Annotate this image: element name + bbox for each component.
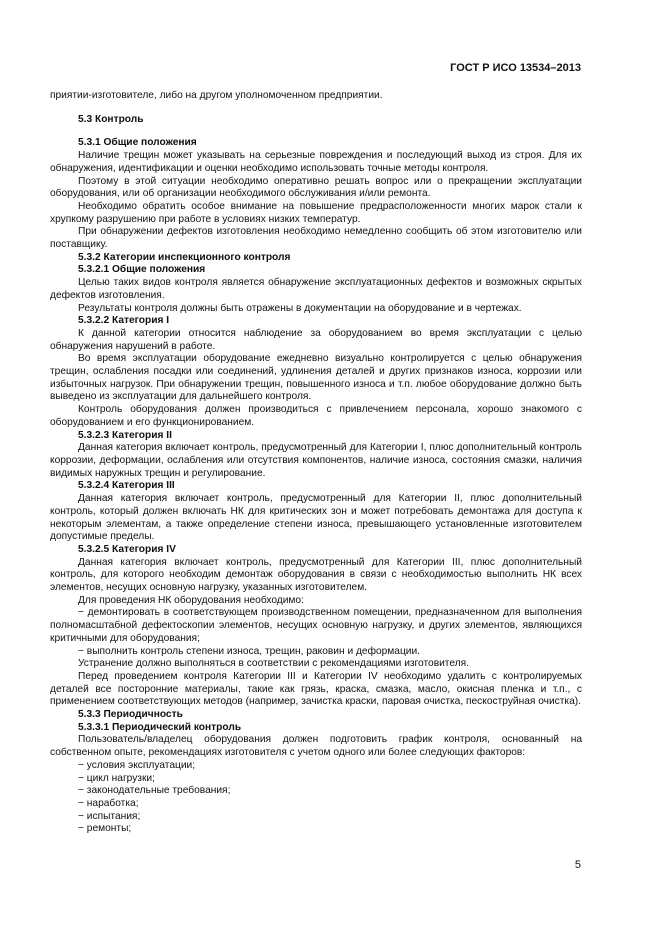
list-item: − наработка; [78,797,139,809]
paragraph: Целью таких видов контроля является обнаружение эксплуатационных дефектов и возможных скрытых дефектов изготовления. [50,277,582,301]
paragraph: Наличие трещин может указывать на серьезные повреждения и последующий выход из строя. Для их обнаружения, идентификации и оценки необходимо использовать точные методы контроля. [50,150,582,174]
list-item: − выполнить контроль степени износа, трещин, раковин и деформации. [78,645,421,657]
paragraph: Результаты контроля должны быть отражены в документации на оборудование и в чертежах. [78,302,522,314]
paragraph: Поэтому в этой ситуации необходимо оперативно решать вопрос или о прекращении эксплуатации оборудования, или об организации необходимого обслуживания и/или ремонта. [50,175,582,200]
document-body [50,90,582,836]
list-item: − условия эксплуатации; [78,759,196,771]
paragraph: Пользователь/владелец оборудования должен подготовить график контроля, основанный на собственном опыте, рекомендациях изготовителя с учетом одного или более следующих факторов: [50,734,582,759]
paragraph: При обнаружении дефектов изготовления необходимо немедленно сообщить об этом изготовителю или поставщику. [50,226,582,251]
page-number: 5 [574,859,581,871]
section-heading: 5.3 Контроль [78,113,144,125]
list-item: − демонтировать в соответствующем производственном помещении, предназначенном для выполнения полномасштабной дефектоскопии элементов, несущих основную нагрузку, и других элементов, являющихся критичными для оборудования; [50,607,582,644]
subsection-heading: 5.3.2 Категории инспекционного контроля [78,251,291,263]
list-item: − испытания; [78,810,141,822]
subsection-heading: 5.3.2.5 Категория IV [78,543,176,555]
subsection-heading: 5.3.3 Периодичность [78,709,183,721]
paragraph: Данная категория включает контроль, предусмотренный для Категории II, плюс дополнительный контроль, который должен включать НК для критических зон и может потребовать демонтажа для доступа к некоторым элементам, а также определение степени износа, превышающего установленные изготовителем допустимые пределы. [50,493,582,543]
paragraph: Необходимо обратить особое внимание на повышение предрасположенности многих марок стали к хрупкому разрушению при работе в условиях низких температур. [50,200,582,225]
paragraph: К данной категории относится наблюдение за оборудованием во время эксплуатации с целью обнаружения нарушений в работе. [50,327,582,352]
paragraph: Для проведения НК оборудования необходимо: [78,594,304,606]
list-item: − ремонты; [78,823,132,835]
paragraph: Данная категория включает контроль, предусмотренный для Категории III, плюс дополнительный контроль, для которого необходим демонтаж оборудования в связи с необходимостью выполнить НК всех элементов, несущих основную нагрузку, указанных изготовителем. [50,556,582,594]
list-item: − цикл нагрузки; [78,772,155,784]
list-item: − законодательные требования; [78,785,231,797]
subsection-heading: 5.3.2.2 Категория I [78,315,170,327]
paragraph: Устранение должно выполняться в соответствии с рекомендациями изготовителя. [78,658,469,670]
paragraph: Данная категория включает контроль, предусмотренный для Категории I, плюс дополнительный контроль коррозии, деформации, ослабления или отсутствия компонентов, наличие износа, состояния смазки, наличия видимых наружных трещин и регулирование. [50,442,582,479]
standard-code: ГОСТ Р ИСО 13534–2013 [450,62,581,74]
subsection-heading: 5.3.2.3 Категория II [78,429,172,441]
subsection-heading: 5.3.1 Общие положения [78,137,197,149]
subsection-heading: 5.3.2.1 Общие положения [78,264,206,276]
subsection-heading: 5.3.2.4 Категория III [78,480,175,492]
paragraph: Перед проведением контроля Категории III и Категории IV необходимо удалить с контролируемых деталей все посторонние материалы, такие как грязь, краска, смазка, масло, окисная пленка и т.п., с применением соответствующих методов (например, зачистка краски, паровая очистка, пескоструйная очистка). [50,670,582,708]
continuation-text: приятии-изготовителе, либо на другом уполномоченном предприятии. [50,90,383,101]
subsection-heading: 5.3.3.1 Периодический контроль [78,721,242,733]
paragraph: Во время эксплуатации оборудование ежедневно визуально контролируется с целью обнаружения трещин, ослабления посадки или соединений, удлинения деталей и других признаков износа, коррозии или избыточных нагрузок. При обнаружении трещин, повышенного износа и т.п. любое оборудование должно быть выведено из эксплуатации для дальнейшего контроля. [50,353,582,403]
paragraph: Контроль оборудования должен производиться с привлечением персонала, хорошо знакомого с оборудованием и его функционированием. [50,404,582,428]
